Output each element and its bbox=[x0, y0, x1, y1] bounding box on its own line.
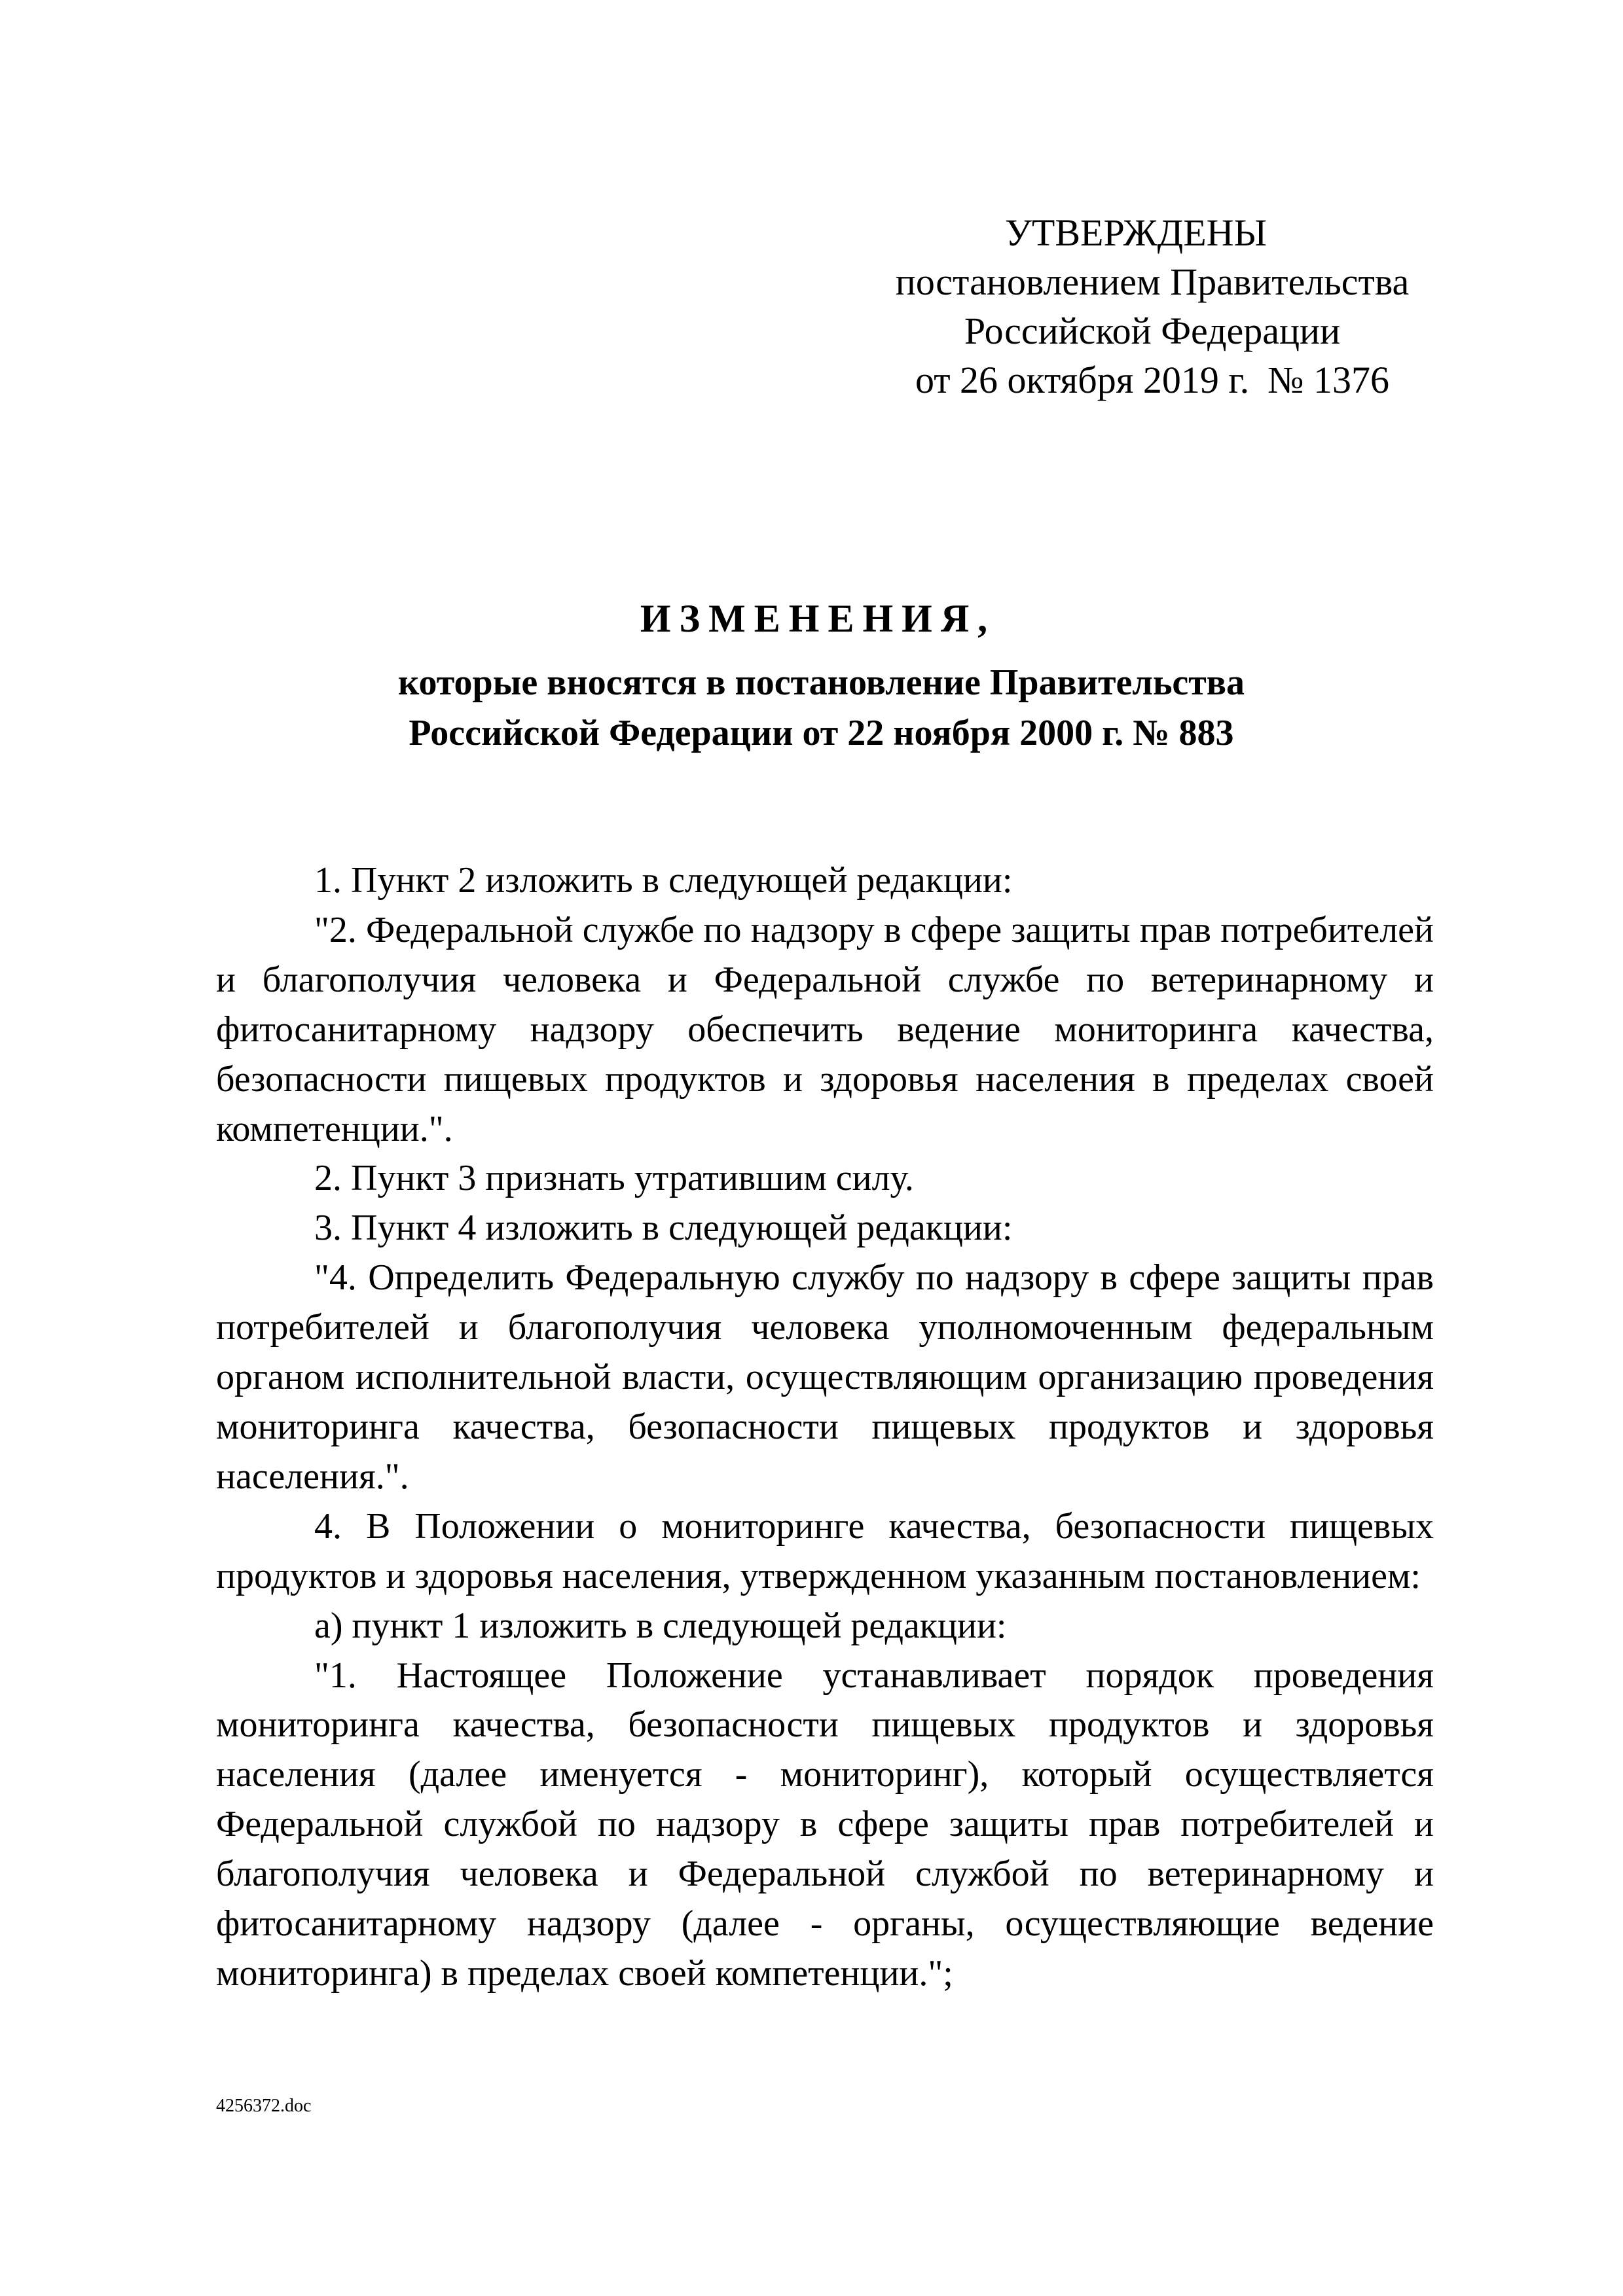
subtitle-line-1: которые вносятся в постановление Правительства bbox=[397, 662, 1245, 703]
document-subtitle bbox=[0, 658, 1623, 759]
approval-number: № 1376 bbox=[1267, 359, 1390, 401]
paragraph-2: "2. Федеральной службе по надзору в сфере защиты прав потребителей и благополучия человека и Федеральной службе по ветеринарному и фитосанитарному надзору обеспечить ведение мониторинга качества, безопасности пищевых продуктов и здоровья населения в пределах своей компетенции.". bbox=[216, 909, 1434, 1149]
document-title: ИЗМЕНЕНИЯ, bbox=[640, 597, 996, 640]
approval-date: от 26 октября 2019 г. bbox=[915, 359, 1250, 401]
document-body bbox=[216, 856, 1434, 1999]
paragraph-7: а) пункт 1 изложить в следующей редакции: bbox=[314, 1605, 1007, 1646]
paragraph-8: "1. Настоящее Положение устанавливает порядок проведения мониторинга качества, безопасности пищевых продуктов и здоровья населения (далее именуется - мониторинг), который осуществляется Федеральной службой по надзору в сфере защиты прав потребителей и благополучия человека и Федеральной службой по ветеринарному и фитосанитарному надзору (далее - органы, осуществляющие ведение мониторинга) в пределах своей компетенции."; bbox=[216, 1655, 1434, 1994]
approval-date-line bbox=[851, 355, 1453, 404]
approval-resolution-line: постановлением Правительства bbox=[895, 260, 1410, 303]
approval-block bbox=[851, 208, 1453, 404]
approval-heading: УТВЕРЖДЕНЫ bbox=[1004, 211, 1267, 254]
paragraph-4: 3. Пункт 4 изложить в следующей редакции: bbox=[314, 1208, 1013, 1249]
paragraph-3: 2. Пункт 3 признать утратившим силу. bbox=[314, 1158, 914, 1199]
approval-government-line: Российской Федерации bbox=[964, 310, 1341, 352]
footer-file-name: 4256372.doc bbox=[216, 2096, 312, 2116]
subtitle-line-2: Российской Федерации от 22 ноября 2000 г. № 883 bbox=[409, 713, 1234, 753]
paragraph-5: "4. Определить Федеральную службу по надзору в сфере защиты прав потребителей и благополучия человека уполномоченным федеральным органом исполнительной власти, осуществляющим организацию проведения мониторинга качества, безопасности пищевых продуктов и здоровья населения.". bbox=[216, 1257, 1434, 1497]
paragraph-6: 4. В Положении о мониторинге качества, безопасности пищевых продуктов и здоровья населения, утвержденном указанным постановлением: bbox=[216, 1505, 1434, 1596]
paragraph-1: 1. Пункт 2 изложить в следующей редакции: bbox=[314, 860, 1013, 901]
